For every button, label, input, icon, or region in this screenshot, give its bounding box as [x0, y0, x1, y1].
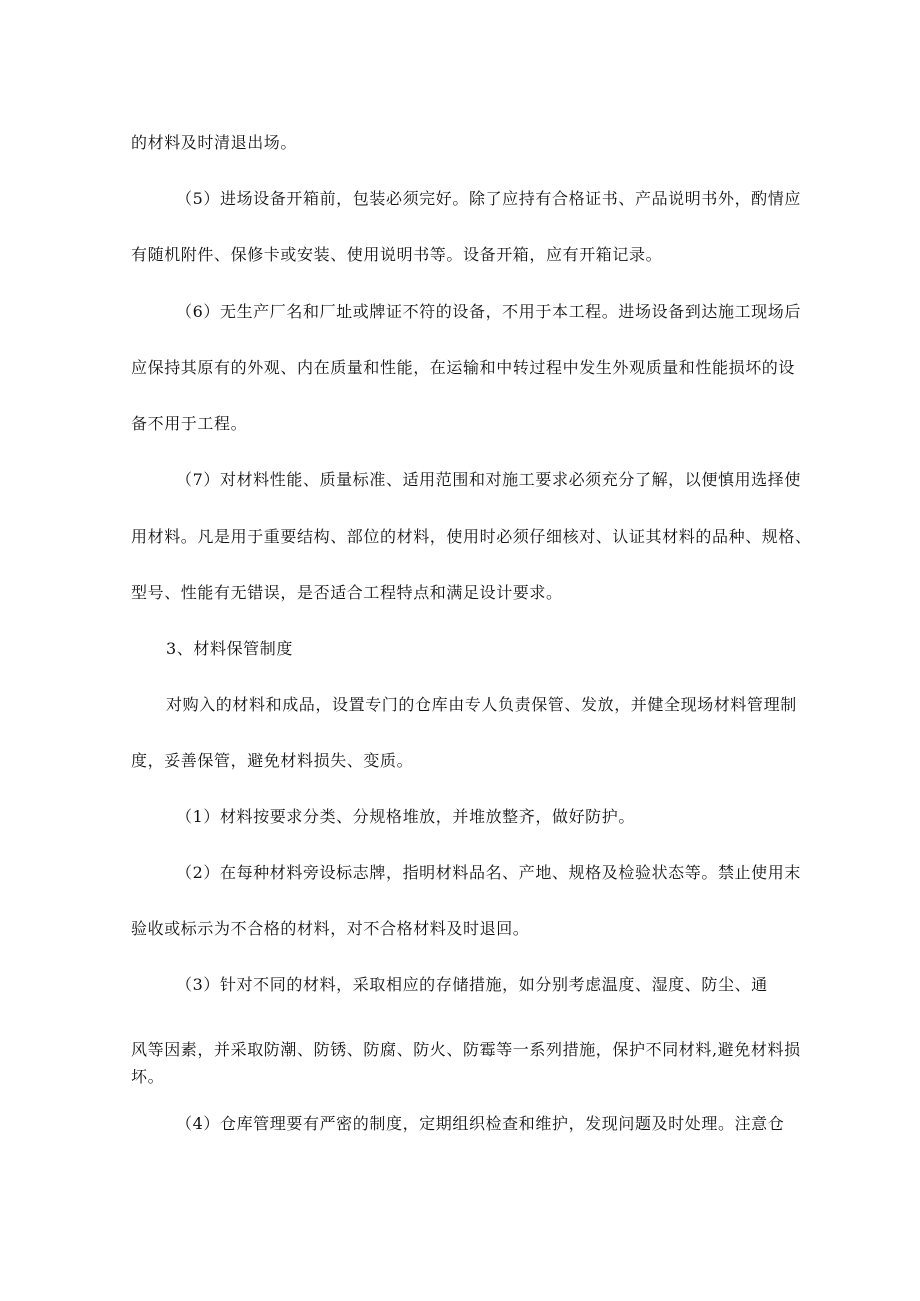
text-line: 有随机附件、保修卡或安装、使用说明书等。设备开箱，应有开箱记录。: [131, 245, 663, 264]
text-line: 用材料。凡是用于重要结构、部位的材料，使用时必须仔细核对、认证其材料的品种、规格、: [131, 527, 812, 546]
text-line: 验收或标示为不合格的材料，对不合格材料及时退回。: [131, 919, 530, 938]
section-heading: 3、材料保管制度: [166, 639, 293, 658]
text-line: 备不用于工程。: [131, 414, 248, 433]
text-line: （4）仓库管理要有严密的制度，定期组织检查和维护，发现问题及时处理。注意仓: [176, 1114, 785, 1133]
text-line: （7）对材料性能、质量标准、适用范围和对施工要求必须充分了解，以便慎用选择使: [176, 470, 801, 489]
text-line: 型号、性能有无错误，是否适合工程特点和满足设计要求。: [131, 583, 563, 602]
text-line: 应保持其原有的外观、内在质量和性能，在运输和中转过程中发生外观质量和性能损坏的设: [131, 358, 796, 377]
text-line: （2）在每种材料旁设标志牌，指明材料品名、产地、规格及检验状态等。禁止使用末: [176, 863, 801, 882]
text-line: 的材料及时清退出场。: [131, 133, 298, 152]
text-line: 度，妥善保管，避免材料损失、变质。: [131, 751, 414, 770]
text-line: 风等因素，并采取防潮、防锈、防腐、防火、防霉等一系列措施，保护不同材料,避免材料损: [131, 1040, 801, 1059]
text-line: （1）材料按要求分类、分规格堆放，并堆放整齐，做好防护。: [176, 807, 635, 826]
text-line: （6）无生产厂名和厂址或牌证不符的设备，不用于本工程。进场设备到达施工现场后: [176, 302, 801, 321]
text-line: （3）针对不同的材料，采取相应的存储措施，如分别考虑温度、湿度、防尘、通: [176, 975, 768, 994]
text-line: （5）进场设备开箱前，包装必须完好。除了应持有合格证书、产品说明书外，酌情应: [176, 189, 801, 208]
text-line: 对购入的材料和成品，设置专门的仓库由专人负责保管、发放，并健全现场材料管理制: [166, 695, 797, 714]
text-line: 坏。: [131, 1067, 165, 1086]
